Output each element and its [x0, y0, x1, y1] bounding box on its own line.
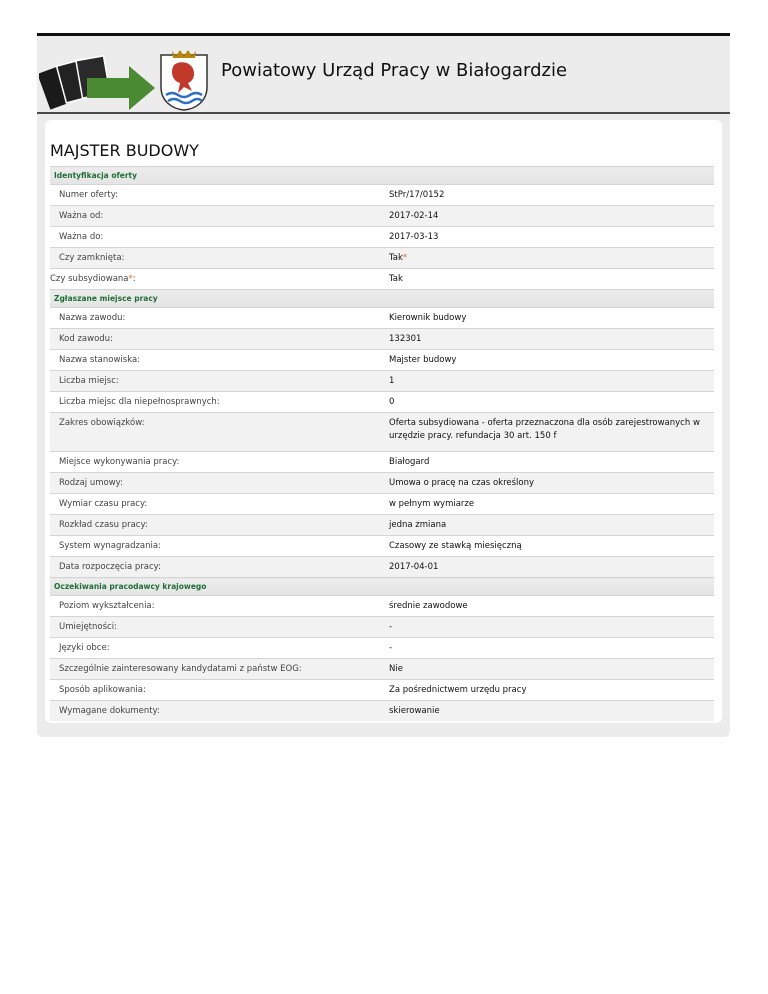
page-title: MAJSTER BUDOWY — [50, 141, 199, 160]
row-value: Białogard — [384, 452, 714, 473]
required-star[interactable]: * — [128, 274, 133, 284]
row-label: Rodzaj umowy: — [50, 473, 384, 494]
row-value: 2017-03-13 — [384, 227, 714, 248]
row-value: w pełnym wymiarze — [384, 494, 714, 515]
row-value: 1 — [384, 371, 714, 392]
table-row — [50, 350, 714, 371]
row-value: StPr/17/0152 — [384, 185, 714, 206]
row-value: Umowa o pracę na czas określony — [384, 473, 714, 494]
row-value: Oferta subsydiowana - oferta przeznaczona dla osób zarejestrowanych w urzędzie pracy. refundacja 30 art. 150 f — [384, 413, 714, 452]
label-suffix: : — [132, 274, 136, 284]
table-row — [50, 329, 714, 350]
table-row — [50, 494, 714, 515]
site-header — [37, 36, 730, 114]
offer-panel — [45, 120, 722, 723]
label-text: Czy subsydiowana — [50, 274, 129, 284]
row-value: Tak — [384, 269, 714, 290]
table-row — [50, 248, 714, 269]
table-row — [50, 371, 714, 392]
table-row — [50, 701, 714, 722]
row-label: Liczba miejsc: — [50, 371, 384, 392]
row-value: Za pośrednictwem urzędu pracy — [384, 680, 714, 701]
row-label: Nazwa stanowiska: — [50, 350, 384, 371]
row-label: Miejsce wykonywania pracy: — [50, 452, 384, 473]
section-header-miejsce-pracy: Zgłaszane miejsce pracy — [50, 290, 714, 308]
value-text: Tak — [389, 253, 403, 263]
row-value: średnie zawodowe — [384, 596, 714, 617]
row-label: Czy zamknięta: — [50, 248, 384, 269]
row-label: Liczba miejsc dla niepełnosprawnych: — [50, 392, 384, 413]
table-row — [50, 557, 714, 578]
offer-details-table — [50, 166, 714, 721]
row-label: Szczególnie zainteresowany kandydatami z państw EOG: — [50, 659, 384, 680]
table-row — [50, 473, 714, 494]
row-label: Nazwa zawodu: — [50, 308, 384, 329]
row-label: Umiejętności: — [50, 617, 384, 638]
row-value — [384, 248, 714, 269]
table-row — [50, 452, 714, 473]
row-value: - — [384, 617, 714, 638]
table-row — [50, 680, 714, 701]
row-label: Poziom wykształcenia: — [50, 596, 384, 617]
table-row — [50, 308, 714, 329]
table-row — [50, 413, 714, 452]
table-row — [50, 269, 714, 290]
row-label: Ważna od: — [50, 206, 384, 227]
required-star[interactable]: * — [402, 253, 408, 263]
table-row — [50, 596, 714, 617]
row-label: Ważna do: — [50, 227, 384, 248]
row-value: Kierownik budowy — [384, 308, 714, 329]
job-cards-arrow-icon[interactable] — [39, 46, 157, 110]
table-row — [50, 392, 714, 413]
row-label: Języki obce: — [50, 638, 384, 659]
griffin-crest-icon — [158, 47, 210, 111]
row-value: Majster budowy — [384, 350, 714, 371]
section-header-identyfikacja: Identyfikacja oferty — [50, 167, 714, 185]
row-label: Data rozpoczęcia pracy: — [50, 557, 384, 578]
table-row — [50, 227, 714, 248]
row-value: 132301 — [384, 329, 714, 350]
row-value: 0 — [384, 392, 714, 413]
row-label: Zakres obowiązków: — [50, 413, 384, 452]
row-label: Sposób aplikowania: — [50, 680, 384, 701]
section-header-oczekiwania: Oczekiwania pracodawcy krajowego — [50, 578, 714, 596]
table-row — [50, 638, 714, 659]
row-value: skierowanie — [384, 701, 714, 722]
row-label: Rozkład czasu pracy: — [50, 515, 384, 536]
row-label: Wymagane dokumenty: — [50, 701, 384, 722]
row-value: Nie — [384, 659, 714, 680]
row-label: Wymiar czasu pracy: — [50, 494, 384, 515]
table-row — [50, 206, 714, 227]
row-label: System wynagradzania: — [50, 536, 384, 557]
table-row — [50, 515, 714, 536]
row-value: jedna zmiana — [384, 515, 714, 536]
row-value: 2017-02-14 — [384, 206, 714, 227]
row-label — [50, 269, 384, 290]
table-row — [50, 185, 714, 206]
site-title: Powiatowy Urząd Pracy w Białogardzie — [221, 60, 568, 81]
page-frame — [37, 33, 730, 737]
table-row — [50, 659, 714, 680]
row-label: Numer oferty: — [50, 185, 384, 206]
row-value: Czasowy ze stawką miesięczną — [384, 536, 714, 557]
row-value: - — [384, 638, 714, 659]
row-label: Kod zawodu: — [50, 329, 384, 350]
table-row — [50, 617, 714, 638]
row-value: 2017-04-01 — [384, 557, 714, 578]
table-row — [50, 536, 714, 557]
